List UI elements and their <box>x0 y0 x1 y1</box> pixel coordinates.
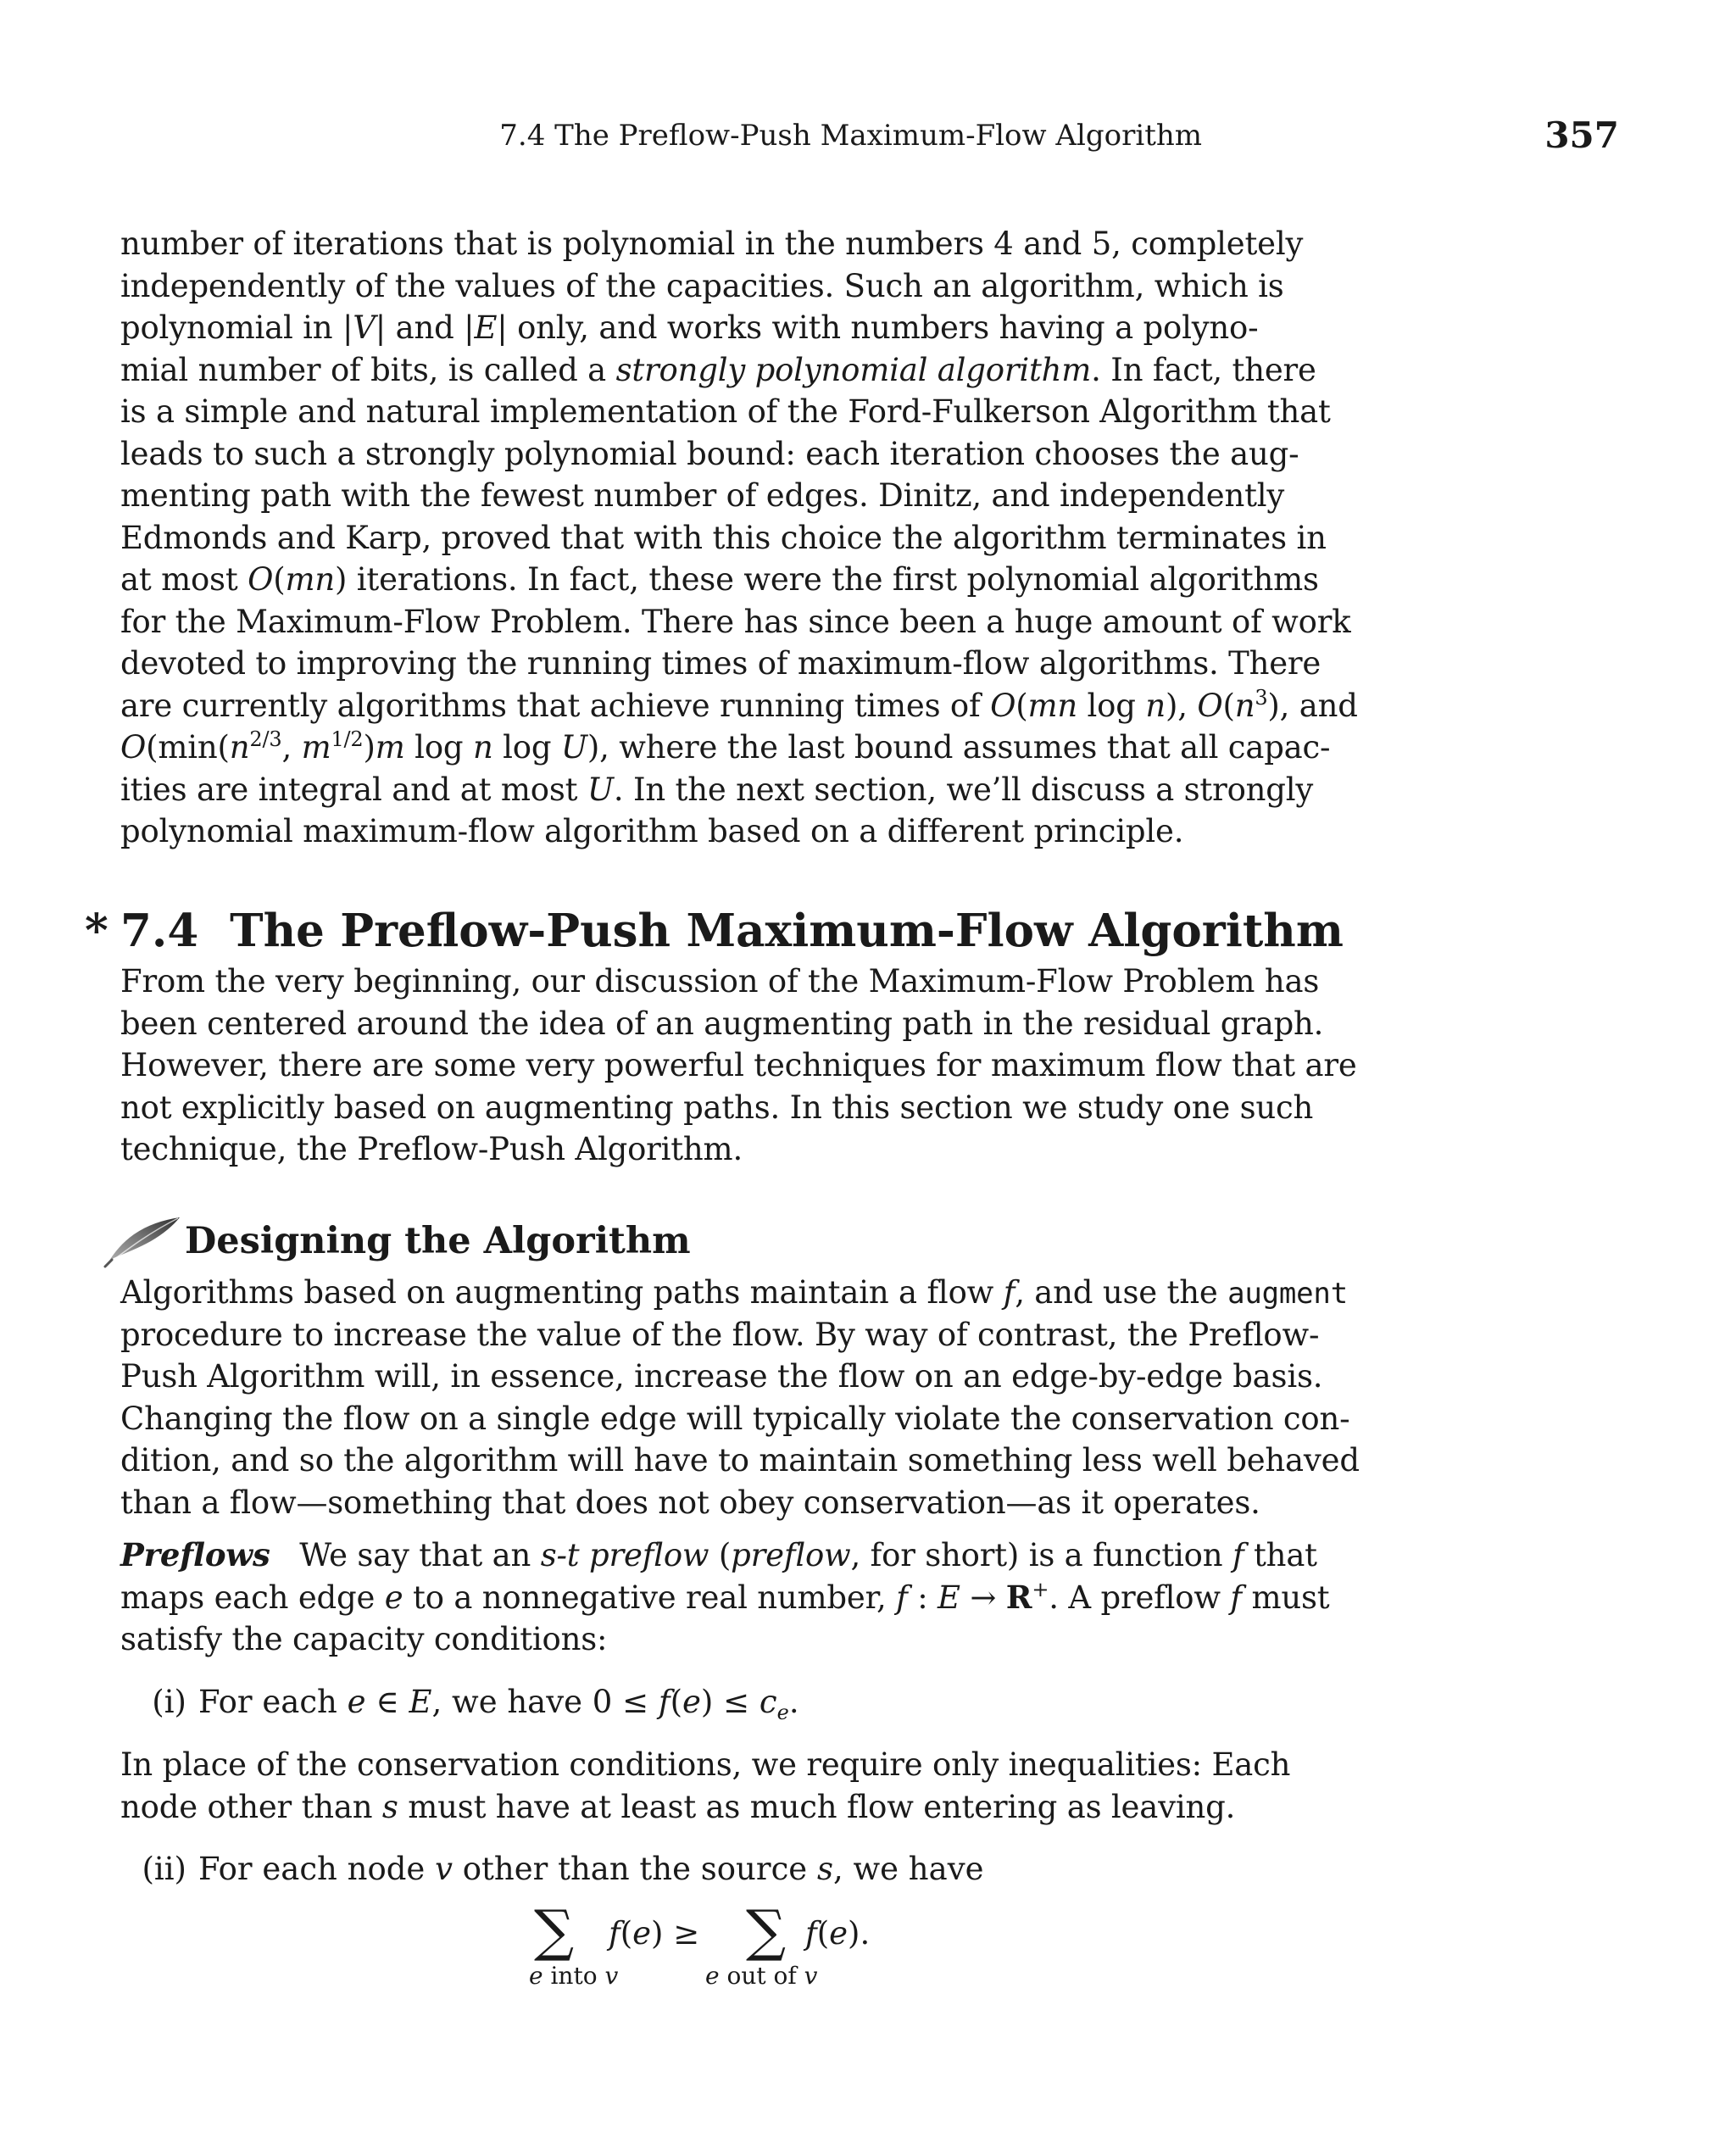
text-line: menting path with the fewest number of edges. Dinitz, and independently <box>120 477 1285 514</box>
text-line: been centered around the idea of an augmenting path in the residual graph. <box>120 1005 1324 1042</box>
condition-text: For each e ∈ E, we have $0 \le f(e) \le c_e$. <box>198 1684 799 1724</box>
sum-index-out-of: e out of v <box>705 1962 818 1990</box>
preflows-paragraph <box>120 1534 1330 1661</box>
text-line: maps each edge e to a nonnegative real number, f : E → R+. A preflow f must <box>120 1577 1330 1616</box>
text-line: is a simple and natural implementation of the Ford-Fulkerson Algorithm that <box>120 393 1331 430</box>
page-number: 357 <box>1544 114 1619 156</box>
conservation-paragraph <box>120 1744 1291 1828</box>
design-paragraph <box>120 1272 1360 1523</box>
text-line: Changing the flow on a single edge will typically violate the conservation con- <box>120 1400 1350 1437</box>
text-line: ities are integral and at most U. In the next section, we’ll discuss a strongly <box>120 771 1314 808</box>
text-line: $O(\min(n^{2/3}$, $m^{1/2})m$ log n log U), where the last bound assumes that all capac- <box>120 727 1331 766</box>
text-line: for the Maximum-Flow Problem. There has since been a huge amount of work <box>120 603 1351 640</box>
left-term: f(e) ≥ <box>609 1915 700 1952</box>
quill-pen-icon <box>102 1214 183 1268</box>
text-line: node other than s must have at least as much flow entering as leaving. <box>120 1788 1236 1825</box>
summation-sign: ∑ <box>746 1898 787 1963</box>
text-line: are currently algorithms that achieve running times of O(mn log n), $O(n^3)$, and <box>120 685 1358 724</box>
condition-text: For each node v other than the source s, we have <box>198 1851 984 1887</box>
text-line: polynomial maximum-flow algorithm based on a different principle. <box>120 813 1184 849</box>
condition-label: (i) <box>152 1684 186 1720</box>
condition-label: (ii) <box>142 1851 186 1887</box>
display-equation <box>509 1898 907 1996</box>
sum-index-into: e into v <box>529 1962 619 1990</box>
running-header-title: 7.4 The Preflow-Push Maximum-Flow Algorithm <box>499 119 1202 153</box>
intro-paragraph <box>120 223 1358 853</box>
text-line: satisfy the capacity conditions: <box>120 1621 608 1657</box>
text-line: dition, and so the algorithm will have to maintain something less well behaved <box>120 1442 1360 1479</box>
section-heading <box>85 903 1344 959</box>
starred-section-marker: * <box>85 905 108 957</box>
text-line: technique, the Preflow-Push Algorithm. <box>120 1131 743 1167</box>
text-line: devoted to improving the running times of maximum-flow algorithms. There <box>120 645 1321 682</box>
section-intro-paragraph <box>120 961 1357 1171</box>
text-line: However, there are some very powerful techniques for maximum flow that are <box>120 1047 1357 1083</box>
section-number: 7.4 <box>120 905 199 957</box>
subsection-title: Designing the Algorithm <box>185 1220 691 1262</box>
summation-sign: ∑ <box>534 1898 575 1963</box>
text-line: mial number of bits, is called a strongly polynomial algorithm. In fact, there <box>120 351 1316 388</box>
text-line: than a flow—something that does not obey conservation—as it operates. <box>120 1484 1260 1521</box>
text-line: Preflows We say that an s-t preflow (preflow, for short) is a function f that <box>120 1536 1317 1573</box>
text-line: From the very beginning, our discussion of the Maximum-Flow Problem has <box>120 963 1320 1000</box>
text-line: Edmonds and Karp, proved that with this choice the algorithm terminates in <box>120 519 1327 556</box>
section-title: The Preflow-Push Maximum-Flow Algorithm <box>230 905 1344 957</box>
text-line: not explicitly based on augmenting paths. In this section we study one such <box>120 1089 1314 1126</box>
condition-ii <box>120 1848 1202 1891</box>
text-line: polynomial in |V| and |E| only, and works with numbers having a polyno- <box>120 309 1259 346</box>
text-line: number of iterations that is polynomial in the numbers 4 and 5, completely <box>120 226 1304 262</box>
condition-i <box>120 1681 1202 1724</box>
text-line: independently of the values of the capacities. Such an algorithm, which is <box>120 267 1284 304</box>
text-line: at most O(mn) iterations. In fact, these were the first polynomial algorithms <box>120 561 1319 598</box>
text-line: In place of the conservation conditions, we require only inequalities: Each <box>120 1746 1291 1783</box>
text-line: procedure to increase the value of the flow. By way of contrast, the Preflow- <box>120 1316 1320 1353</box>
run-in-head: Preflows <box>120 1536 270 1573</box>
text-line: Algorithms based on augmenting paths maintain a flow f, and use the augment <box>120 1274 1348 1311</box>
text-line: Push Algorithm will, in essence, increase the flow on an edge-by-edge basis. <box>120 1358 1323 1395</box>
text-line: leads to such a strongly polynomial bound: each iteration chooses the aug- <box>120 435 1299 472</box>
right-term: f(e). <box>805 1915 871 1952</box>
